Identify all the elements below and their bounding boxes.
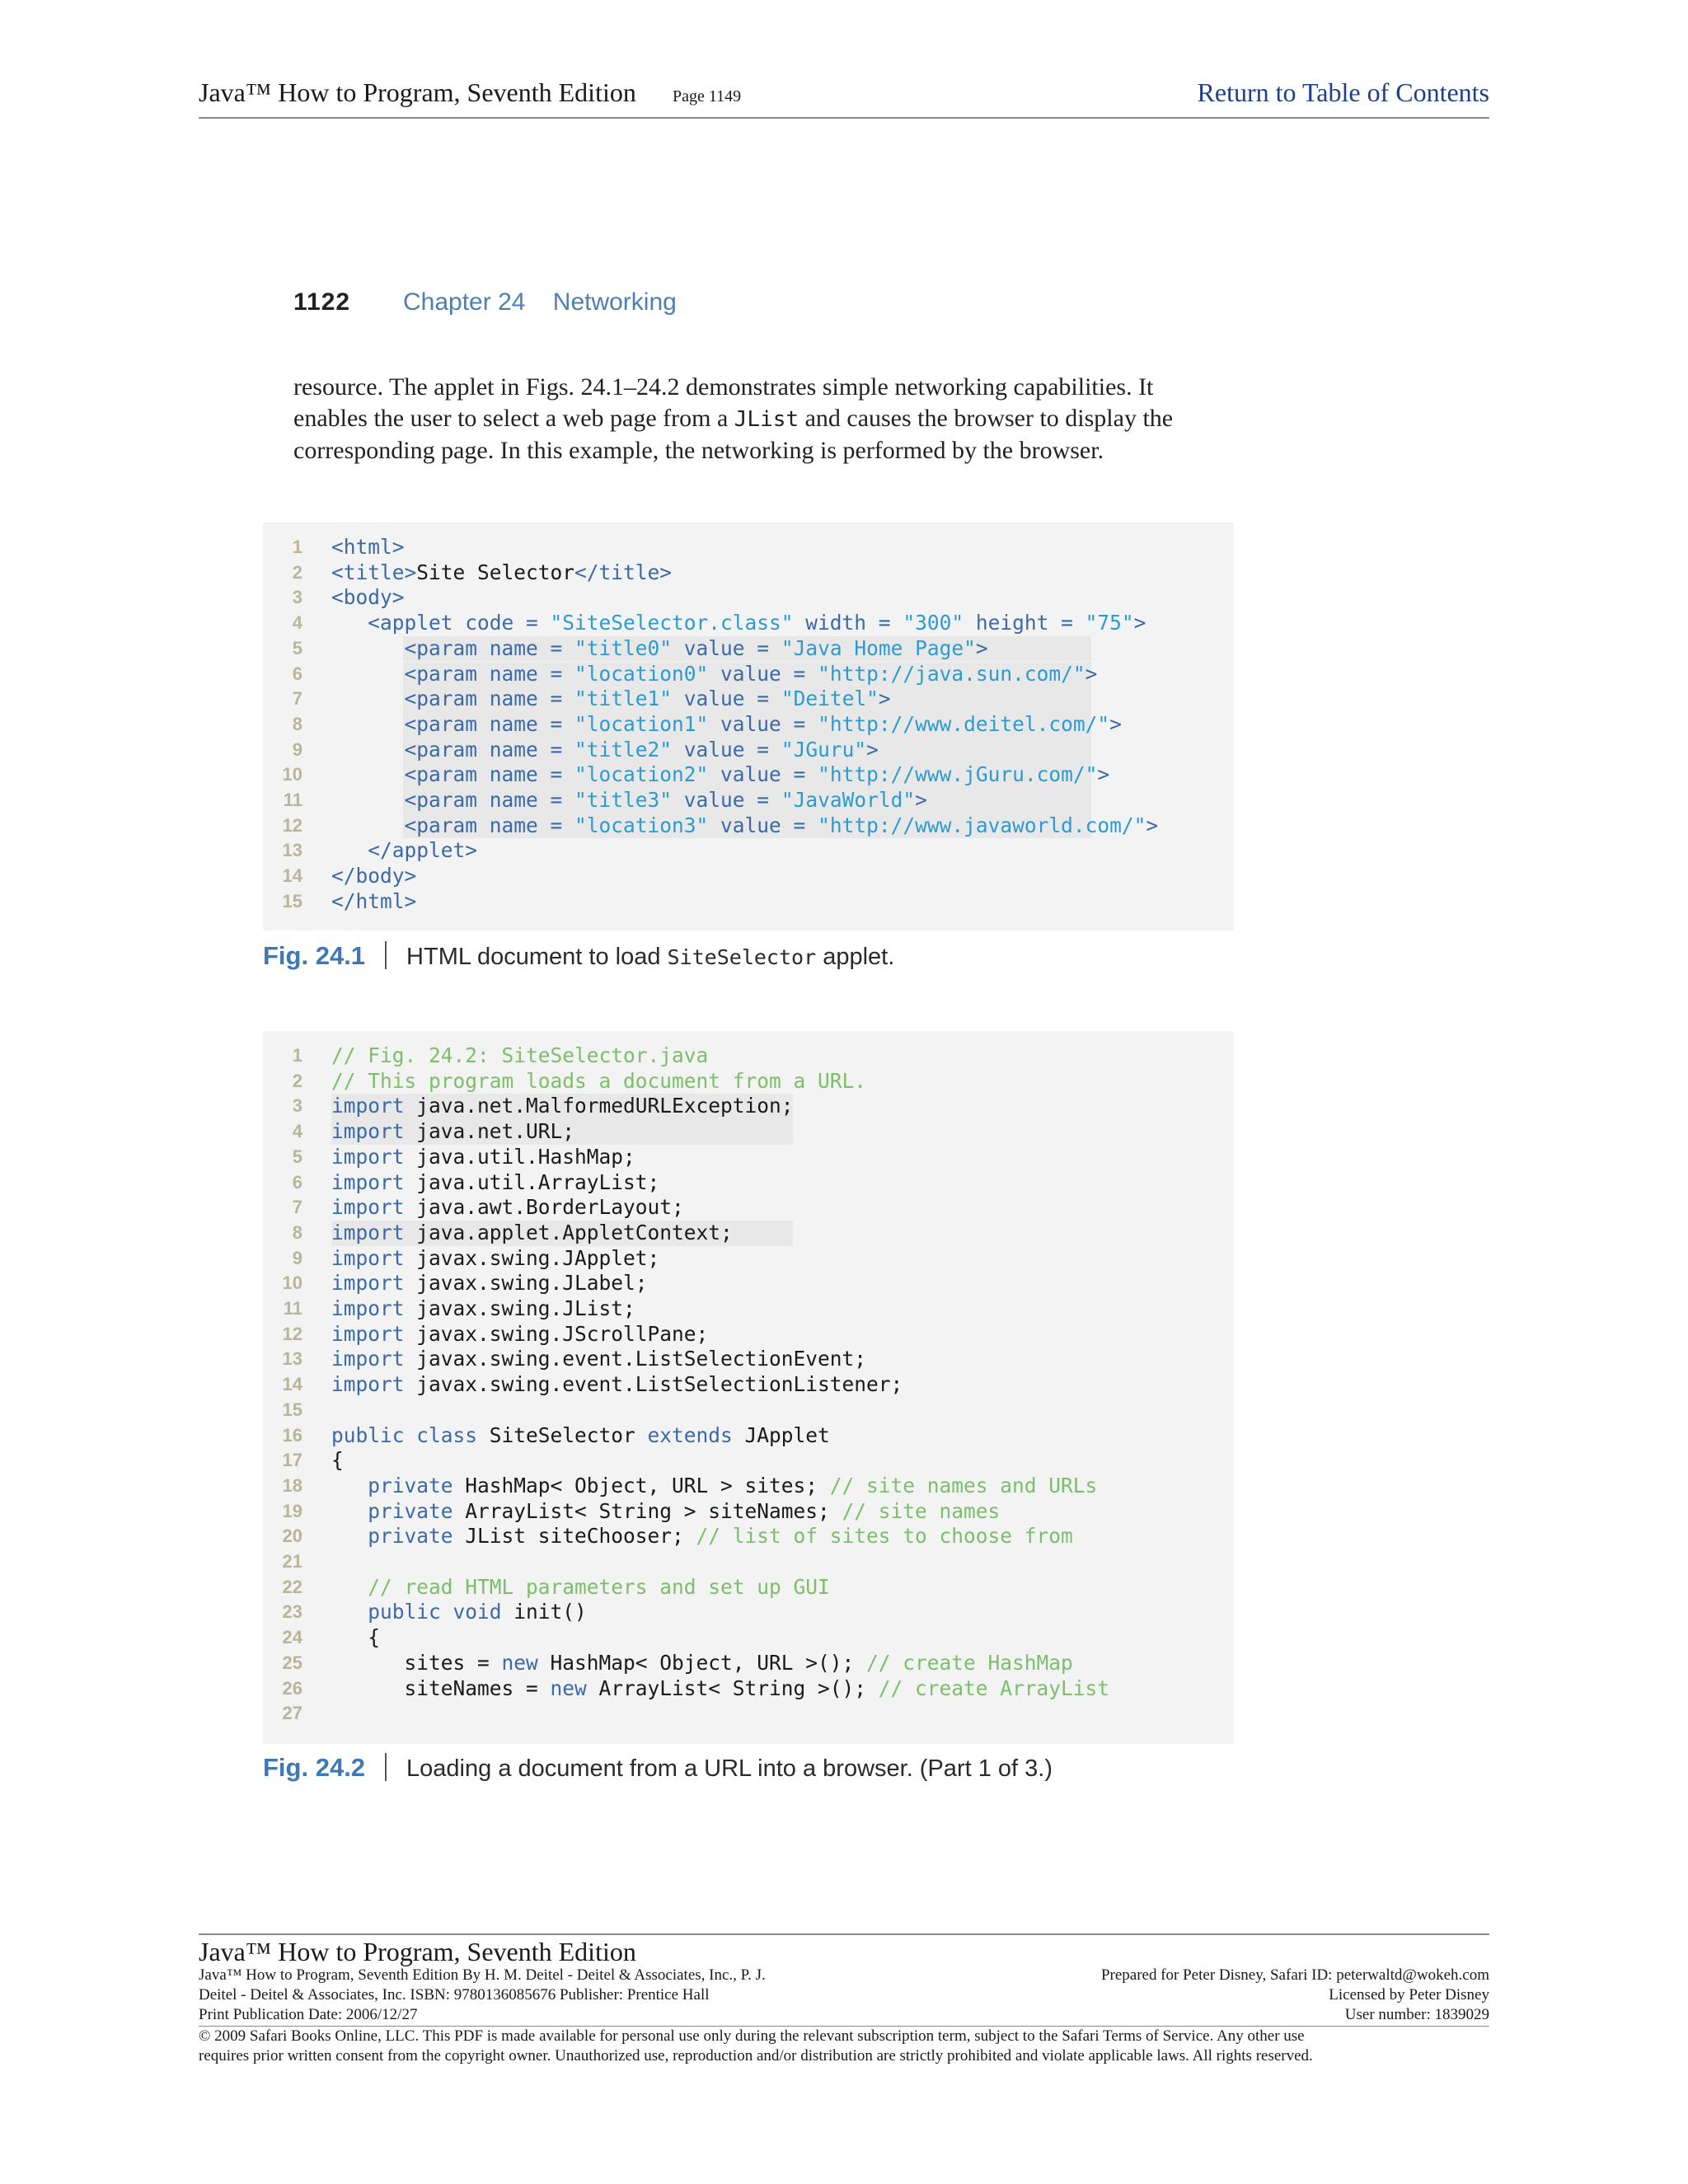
code-line bbox=[263, 1676, 1234, 1702]
code-line bbox=[263, 838, 1234, 864]
line-number: 27 bbox=[282, 1703, 302, 1724]
code-token: // list of sites to choose from bbox=[696, 1524, 1073, 1549]
code-token: value = bbox=[672, 788, 781, 812]
code-text bbox=[331, 1448, 344, 1474]
code-token: javax.swing.event.ListSelectionEvent; bbox=[404, 1347, 867, 1371]
code-text bbox=[331, 813, 1158, 839]
code-token: "http://java.sun.com/" bbox=[818, 661, 1085, 686]
line-number: 6 bbox=[292, 663, 302, 684]
code-token: init() bbox=[501, 1600, 587, 1624]
code-line bbox=[263, 1043, 1234, 1069]
code-token bbox=[331, 788, 405, 812]
code-line bbox=[263, 1398, 1234, 1423]
code-text bbox=[331, 1145, 635, 1170]
code-token: > bbox=[1097, 762, 1110, 787]
line-number: 14 bbox=[282, 1374, 302, 1395]
code-token: > bbox=[1109, 711, 1122, 736]
inline-code: JList bbox=[734, 406, 799, 432]
code-token: import bbox=[331, 1144, 405, 1169]
code-text bbox=[331, 762, 1109, 788]
code-token: private bbox=[368, 1524, 453, 1549]
code-token: import bbox=[331, 1372, 405, 1397]
line-number: 4 bbox=[292, 612, 302, 634]
code-line bbox=[263, 1271, 1234, 1296]
code-line bbox=[263, 1195, 1234, 1221]
code-line bbox=[263, 1145, 1234, 1170]
code-text bbox=[331, 1625, 380, 1651]
code-token: Site Selector bbox=[416, 560, 575, 584]
line-number: 7 bbox=[292, 1197, 302, 1218]
code-token: "title2" bbox=[574, 737, 673, 762]
code-line bbox=[263, 1625, 1234, 1651]
code-token: // Fig. 24.2: SiteSelector.java bbox=[331, 1043, 709, 1067]
line-number: 14 bbox=[282, 865, 302, 887]
code-text bbox=[331, 560, 672, 586]
code-token: JList siteChooser; bbox=[452, 1524, 696, 1549]
line-number: 26 bbox=[282, 1677, 302, 1699]
line-number: 7 bbox=[292, 688, 302, 710]
code-token: > bbox=[1085, 661, 1098, 686]
chapter-title: Chapter 24 Networking bbox=[403, 288, 677, 316]
line-number: 1 bbox=[292, 537, 302, 557]
code-token: HashMap< Object, URL >(); bbox=[537, 1650, 867, 1675]
line-number: 5 bbox=[292, 637, 302, 658]
code-token: HashMap< Object, URL > sites; bbox=[452, 1473, 830, 1497]
code-token: ArrayList< String > siteNames; bbox=[452, 1498, 842, 1523]
line-number: 20 bbox=[282, 1526, 302, 1547]
code-token: java.awt.BorderLayout; bbox=[404, 1195, 684, 1220]
code-token: java.net.URL; bbox=[404, 1119, 575, 1144]
code-token: "location0" bbox=[574, 661, 709, 686]
code-line bbox=[263, 1119, 1234, 1145]
code-text bbox=[331, 662, 1097, 687]
code-line bbox=[263, 1221, 1234, 1246]
code-token: </applet> bbox=[368, 838, 478, 863]
code-text bbox=[331, 1170, 659, 1196]
code-token: java.applet.AppletContext; bbox=[404, 1220, 733, 1244]
code-token: <body> bbox=[331, 585, 405, 610]
code-line bbox=[263, 1524, 1234, 1549]
code-token: value = bbox=[672, 737, 781, 762]
code-line bbox=[263, 1701, 1234, 1727]
code-token: siteNames = bbox=[331, 1675, 551, 1700]
code-token: "http://www.javaworld.com/" bbox=[818, 813, 1146, 837]
code-text bbox=[331, 1474, 1097, 1499]
figure-number: Fig. 24.2 bbox=[263, 1753, 366, 1782]
code-listing-fig-24-1 bbox=[263, 523, 1234, 930]
code-text bbox=[331, 1347, 866, 1372]
code-token: javax.swing.event.ListSelectionListener; bbox=[404, 1372, 903, 1397]
code-line bbox=[263, 762, 1234, 788]
code-line bbox=[263, 1069, 1234, 1094]
code-token bbox=[331, 1575, 368, 1599]
code-text bbox=[331, 889, 416, 915]
code-line bbox=[263, 535, 1234, 560]
code-token: <applet code = bbox=[368, 611, 551, 635]
code-token: > bbox=[1133, 611, 1146, 635]
code-text bbox=[331, 1322, 708, 1347]
line-number: 9 bbox=[292, 738, 302, 760]
code-line bbox=[263, 788, 1234, 813]
code-token: <param name = bbox=[404, 737, 575, 762]
code-line bbox=[263, 712, 1234, 738]
footer-publication-info: Deitel - Deitel & Associates, Inc. ISBN: 9780136085676 Publisher: Prentice Hall bbox=[199, 1986, 710, 2004]
code-token: "JGuru" bbox=[781, 737, 867, 762]
code-token: SiteSelector bbox=[477, 1422, 648, 1447]
book-title: Java™ How to Program, Seventh Edition bbox=[199, 77, 636, 107]
code-text bbox=[331, 585, 405, 611]
code-token: value = bbox=[708, 813, 818, 837]
code-token: new bbox=[501, 1650, 538, 1675]
table-of-contents-link[interactable]: Return to Table of Contents bbox=[1197, 77, 1489, 107]
code-text bbox=[331, 1575, 830, 1601]
code-token: java.util.HashMap; bbox=[404, 1144, 635, 1169]
code-text bbox=[331, 1246, 659, 1272]
paragraph-text: enables the user to select a web page from a bbox=[293, 404, 734, 432]
line-number: 12 bbox=[282, 814, 302, 836]
code-line bbox=[263, 1170, 1234, 1196]
code-token: width = bbox=[793, 611, 903, 635]
code-token bbox=[331, 762, 405, 786]
code-token: </html> bbox=[331, 888, 417, 913]
code-text bbox=[331, 1094, 794, 1119]
line-number: 13 bbox=[282, 840, 302, 861]
code-line bbox=[263, 1094, 1234, 1119]
code-text bbox=[331, 1676, 1109, 1702]
code-token: import bbox=[331, 1321, 405, 1346]
code-line bbox=[263, 687, 1234, 712]
code-token bbox=[331, 636, 405, 660]
line-number: 4 bbox=[292, 1121, 302, 1142]
footer-publication-info: Java™ How to Program, Seventh Edition By H. M. Deitel - Deitel & Associates, Inc., P. J. bbox=[199, 1966, 766, 1984]
line-number: 1 bbox=[292, 1045, 302, 1066]
code-token: value = bbox=[708, 762, 818, 787]
code-token: extends bbox=[647, 1422, 733, 1447]
code-token: "location1" bbox=[574, 711, 709, 736]
line-number: 5 bbox=[292, 1146, 302, 1167]
code-token: import bbox=[331, 1296, 405, 1320]
code-token: { bbox=[331, 1448, 344, 1473]
code-token: import bbox=[331, 1094, 405, 1118]
code-token bbox=[331, 1600, 368, 1624]
code-token: <param name = bbox=[404, 711, 575, 736]
footer-prepared-for: Prepared for Peter Disney, Safari ID: peterwaltd@wokeh.com bbox=[1100, 1966, 1489, 1984]
code-line bbox=[263, 585, 1234, 611]
code-token: javax.swing.JLabel; bbox=[404, 1271, 648, 1296]
code-text bbox=[331, 1651, 1073, 1676]
code-text bbox=[331, 611, 1146, 636]
line-number: 25 bbox=[282, 1652, 302, 1673]
code-token: "300" bbox=[903, 611, 964, 635]
code-text bbox=[331, 636, 988, 662]
figure-caption-24-1 bbox=[263, 941, 894, 971]
code-token bbox=[331, 687, 405, 710]
code-text bbox=[331, 788, 927, 813]
code-token: <title> bbox=[331, 560, 417, 584]
code-token: java.net.MalformedURLException; bbox=[404, 1094, 794, 1118]
line-number: 15 bbox=[282, 1399, 302, 1420]
code-line bbox=[263, 1246, 1234, 1272]
code-text bbox=[331, 1499, 1000, 1525]
paragraph-line: corresponding page. In this example, the networking is performed by the browser. bbox=[293, 437, 1104, 464]
code-token: import bbox=[331, 1119, 405, 1144]
code-token bbox=[331, 611, 368, 635]
line-number: 10 bbox=[282, 764, 302, 785]
code-line bbox=[263, 662, 1234, 687]
code-token: { bbox=[331, 1625, 381, 1650]
code-token: > bbox=[866, 737, 879, 762]
code-token: <param name = bbox=[404, 687, 575, 711]
code-line bbox=[263, 1575, 1234, 1601]
body-paragraph bbox=[293, 372, 1208, 466]
footer-divider bbox=[199, 2026, 1489, 2027]
code-token: import bbox=[331, 1220, 405, 1244]
line-number: 21 bbox=[282, 1551, 302, 1572]
code-line bbox=[263, 1474, 1234, 1499]
code-text bbox=[331, 1119, 574, 1145]
line-number: 8 bbox=[292, 1221, 302, 1243]
code-token: "location3" bbox=[574, 813, 709, 837]
code-text bbox=[331, 1069, 866, 1094]
code-text bbox=[331, 1600, 587, 1625]
code-token: javax.swing.JScrollPane; bbox=[404, 1321, 709, 1346]
code-token: java.util.ArrayList; bbox=[404, 1169, 660, 1194]
code-token: private bbox=[368, 1473, 453, 1497]
code-token bbox=[331, 1499, 368, 1523]
code-line bbox=[263, 864, 1234, 889]
code-token: "Deitel" bbox=[781, 687, 879, 711]
line-number: 6 bbox=[292, 1171, 302, 1193]
code-token: "JavaWorld" bbox=[781, 788, 916, 812]
code-token: private bbox=[368, 1498, 453, 1523]
code-line bbox=[263, 611, 1234, 636]
code-line bbox=[263, 1347, 1234, 1372]
code-token: sites = bbox=[331, 1650, 502, 1675]
page-reference: Page 1149 bbox=[673, 87, 742, 105]
code-text bbox=[331, 687, 891, 712]
code-text bbox=[331, 1423, 830, 1449]
code-token: "SiteSelector.class" bbox=[550, 611, 794, 635]
code-line bbox=[263, 1423, 1234, 1449]
footer-license: Licensed by Peter Disney bbox=[1329, 1986, 1489, 2004]
code-line bbox=[263, 1322, 1234, 1347]
code-token: value = bbox=[708, 711, 818, 736]
caption-code: SiteSelector bbox=[667, 945, 817, 969]
code-token: "title3" bbox=[574, 788, 673, 812]
code-token: javax.swing.JList; bbox=[404, 1296, 635, 1320]
code-token: value = bbox=[708, 661, 818, 686]
line-number: 9 bbox=[292, 1247, 302, 1268]
code-token: <html> bbox=[331, 535, 405, 559]
code-line bbox=[263, 1600, 1234, 1625]
code-line bbox=[263, 560, 1234, 586]
code-token: public void bbox=[368, 1600, 502, 1624]
code-token: > bbox=[1146, 813, 1159, 837]
code-token bbox=[331, 813, 405, 837]
code-text bbox=[331, 1195, 684, 1221]
footer-user-number: User number: 1839029 bbox=[1344, 2006, 1489, 2023]
code-token: </title> bbox=[574, 560, 673, 584]
page-header bbox=[199, 76, 1489, 119]
code-token: javax.swing.JApplet; bbox=[404, 1245, 660, 1270]
caption-text: HTML document to load bbox=[406, 944, 668, 970]
figure-caption-24-2 bbox=[263, 1753, 1053, 1783]
code-token: "75" bbox=[1085, 611, 1134, 635]
code-token: height = bbox=[964, 611, 1085, 635]
code-token: <param name = bbox=[404, 788, 575, 812]
code-token: // site names and URLs bbox=[829, 1473, 1098, 1497]
code-token: > bbox=[878, 687, 891, 711]
code-token bbox=[331, 1524, 368, 1548]
code-token: import bbox=[331, 1195, 405, 1220]
code-token: <param name = bbox=[404, 762, 575, 787]
code-token bbox=[331, 712, 405, 736]
code-token: > bbox=[975, 635, 988, 660]
line-number: 10 bbox=[282, 1272, 302, 1294]
code-token: // create ArrayList bbox=[878, 1675, 1110, 1700]
code-token: public class bbox=[331, 1422, 478, 1447]
code-text bbox=[331, 1372, 903, 1398]
line-number: 19 bbox=[282, 1500, 302, 1521]
caption-text: Loading a document from a URL into a browser. (Part 1 of 3.) bbox=[406, 1755, 1053, 1782]
paragraph-line: resource. The applet in Figs. 24.1–24.2 demonstrates simple networking capabilities. It bbox=[293, 373, 1154, 401]
code-listing-fig-24-2 bbox=[263, 1031, 1234, 1744]
code-text bbox=[331, 1296, 635, 1322]
code-text bbox=[331, 1271, 648, 1296]
code-text bbox=[331, 1221, 733, 1246]
code-line bbox=[263, 738, 1234, 763]
code-token: value = bbox=[672, 687, 781, 711]
code-token: <param name = bbox=[404, 661, 575, 686]
code-token bbox=[331, 838, 368, 862]
code-token: <param name = bbox=[404, 813, 575, 837]
code-token: // read HTML parameters and set up GUI bbox=[368, 1574, 830, 1599]
code-line bbox=[263, 1448, 1234, 1474]
code-line bbox=[263, 889, 1234, 915]
line-number: 3 bbox=[292, 1095, 302, 1117]
code-line bbox=[263, 1651, 1234, 1676]
footer-divider bbox=[199, 1933, 1489, 1935]
line-number: 8 bbox=[292, 713, 302, 734]
code-text bbox=[331, 712, 1122, 738]
code-token: "Java Home Page" bbox=[781, 635, 976, 660]
code-token bbox=[331, 738, 405, 762]
figure-number: Fig. 24.1 bbox=[263, 941, 366, 970]
caption-divider bbox=[385, 941, 387, 969]
footer-publication-date: Print Publication Date: 2006/12/27 bbox=[199, 2006, 418, 2023]
line-number: 23 bbox=[282, 1601, 302, 1623]
line-number: 15 bbox=[282, 890, 302, 912]
code-token: // create HashMap bbox=[866, 1650, 1073, 1675]
code-line bbox=[263, 636, 1234, 662]
code-token: import bbox=[331, 1271, 405, 1296]
line-number: 24 bbox=[282, 1627, 302, 1648]
code-token: JApplet bbox=[732, 1422, 830, 1447]
paragraph-line bbox=[293, 403, 1208, 436]
footer-book-title: Java™ How to Program, Seventh Edition bbox=[199, 1937, 636, 1966]
line-number: 11 bbox=[283, 790, 302, 810]
code-token: </body> bbox=[331, 864, 417, 888]
code-token bbox=[331, 1474, 368, 1497]
line-number: 11 bbox=[283, 1298, 302, 1319]
code-text bbox=[331, 738, 879, 763]
code-line bbox=[263, 813, 1234, 839]
line-number: 13 bbox=[282, 1348, 302, 1370]
code-token: "http://www.jGuru.com/" bbox=[818, 762, 1098, 787]
code-token: // This program loads a document from a URL. bbox=[331, 1068, 867, 1093]
code-token: import bbox=[331, 1169, 405, 1194]
code-token: import bbox=[331, 1347, 405, 1371]
code-text bbox=[331, 838, 477, 864]
code-line bbox=[263, 1296, 1234, 1322]
footer-copyright: © 2009 Safari Books Online, LLC. This PDF is made available for personal use only during the relevant subscription term, subject to the Safari Terms of Service. Any other use bbox=[199, 2027, 1305, 2045]
line-number: 16 bbox=[282, 1424, 302, 1446]
code-text bbox=[331, 864, 416, 889]
code-token: "title0" bbox=[574, 635, 673, 660]
line-number: 2 bbox=[292, 561, 302, 583]
code-token: new bbox=[550, 1675, 587, 1700]
code-text bbox=[331, 535, 405, 560]
code-text bbox=[331, 1524, 1073, 1549]
line-number: 2 bbox=[292, 1070, 302, 1091]
code-token: "location2" bbox=[574, 762, 709, 787]
line-number: 12 bbox=[282, 1323, 302, 1344]
code-line bbox=[263, 1499, 1234, 1525]
code-text bbox=[331, 1043, 708, 1069]
code-token: import bbox=[331, 1245, 405, 1270]
code-token: <param name = bbox=[404, 635, 575, 660]
book-page-number: 1122 bbox=[293, 288, 351, 316]
code-token: "http://www.deitel.com/" bbox=[818, 711, 1110, 736]
code-line bbox=[263, 1549, 1234, 1575]
code-token: // site names bbox=[842, 1498, 1001, 1523]
code-token: value = bbox=[672, 635, 781, 660]
paragraph-text: and causes the browser to display the bbox=[799, 404, 1174, 432]
code-line bbox=[263, 1372, 1234, 1398]
line-number: 3 bbox=[292, 587, 302, 608]
code-token bbox=[331, 662, 405, 686]
code-token: ArrayList< String >(); bbox=[586, 1675, 879, 1700]
footer-copyright: requires prior written consent from the copyright owner. Unauthorized use, reproduction and/or distribution are strictly prohibited and violate applicable laws. All rights reserved. bbox=[199, 2047, 1313, 2064]
line-number: 22 bbox=[282, 1576, 302, 1597]
line-number: 18 bbox=[282, 1474, 302, 1496]
code-token: > bbox=[915, 788, 927, 812]
line-number: 17 bbox=[282, 1450, 302, 1471]
caption-text-end: applet. bbox=[816, 944, 895, 970]
code-token: "title1" bbox=[574, 687, 673, 711]
caption-divider bbox=[385, 1753, 387, 1781]
